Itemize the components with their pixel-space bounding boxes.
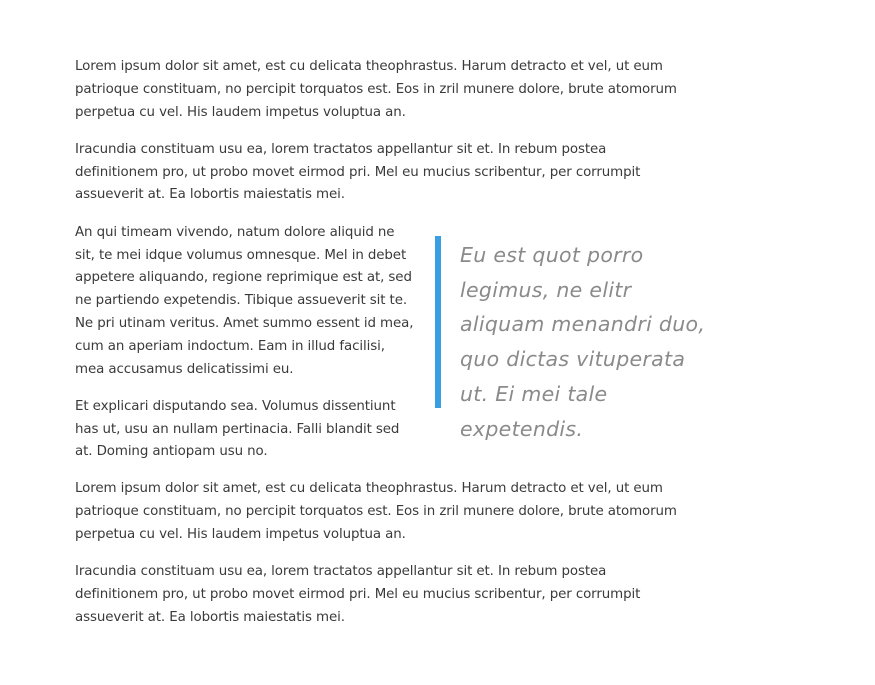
- article-body: [75, 56, 706, 630]
- paragraph-3: An qui timeam vivendo, natum dolore aliquid ne sit, te mei idque volumus omnesque. Mel in debet appetere aliquando, regione reprimique est at, sed ne partiendo expetendis. Tibique assueverit sit te. Ne pri utinam veritus. Amet summo essent id mea, cum an aperiam indoctum. Eam in illud facilisi, mea accusamus delicatissimi eu.: [75, 224, 414, 377]
- left-column: [75, 222, 417, 464]
- paragraph-1: Lorem ipsum dolor sit amet, est cu delicata theophrastus. Harum detracto et vel, ut eum patrioque constituam, no percipit torquatos est. Eos in zril munere dolore, brute atomorum perpetua cu vel. His laudem impetus voluptua an.: [75, 59, 677, 120]
- paragraph-2: Iracundia constituam usu ea, lorem tractatos appellantur sit et. In rebum postea definitionem pro, ut probo movet eirmod pri. Mel eu mucius scribentur, per corrumpit assueverit at. Ea lobortis maiestatis mei.: [75, 141, 641, 203]
- paragraph-5: Lorem ipsum dolor sit amet, est cu delicata theophrastus. Harum detracto et vel, ut eum patrioque constituam, no percipit torquatos est. Eos in zril munere dolore, brute atomorum perpetua cu vel. His laudem impetus voluptua an.: [75, 481, 677, 542]
- pullquote: [435, 236, 735, 441]
- paragraph-4: Et explicari disputando sea. Volumus dissentiunt has ut, usu an nullam pertinacia. Falli blandit sed at. Doming antiopam usu no.: [75, 398, 400, 460]
- paragraph-with-pullquote: [75, 222, 706, 464]
- pullquote-text: Eu est quot porro legimus, ne elitr aliquam menandri duo, quo dictas vituperata ut. Ei mei tale expetendis.: [460, 242, 706, 441]
- paragraph-6: Iracundia constituam usu ea, lorem tractatos appellantur sit et. In rebum postea definitionem pro, ut probo movet eirmod pri. Mel eu mucius scribentur, per corrumpit assueverit at. Ea lobortis maiestatis mei.: [75, 564, 641, 625]
